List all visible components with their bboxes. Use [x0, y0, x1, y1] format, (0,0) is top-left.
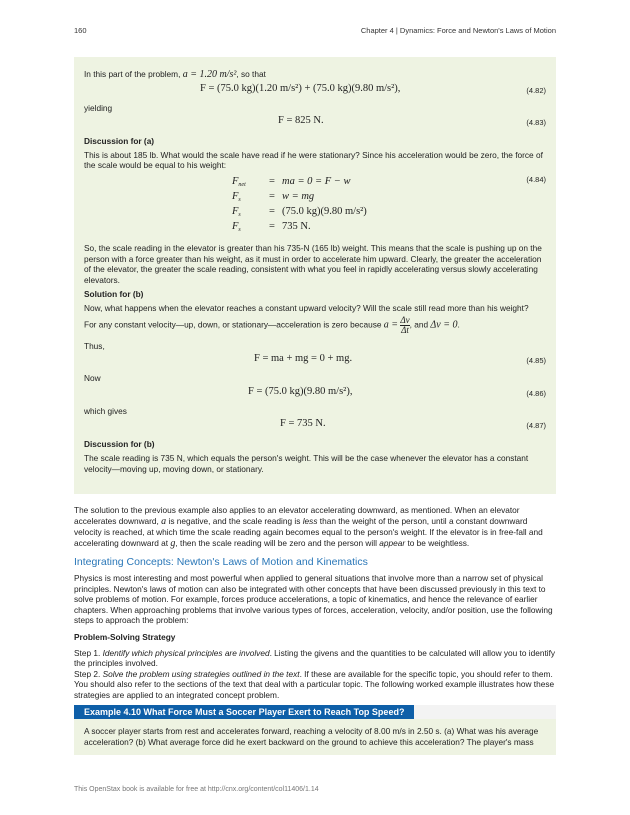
example-box: [74, 719, 556, 755]
solution-b-title: Solution for (b): [84, 289, 144, 300]
constant-velocity-line: For any constant velocity—up, down, or stationary—acceleration is zero because a = $\frac{\Delta v}{\Delta t}$, and Δv = 0.: [84, 314, 460, 335]
equation-4-87-number: (4.87): [526, 421, 546, 431]
discussion-b-title: Discussion for (b): [84, 439, 155, 450]
yielding-text: yielding: [84, 102, 113, 113]
equation-4-86-number: (4.86): [526, 388, 546, 398]
dv-dt-fraction: $\frac{\Delta v}{\Delta t}$: [400, 314, 410, 335]
equation-4-83-number: (4.83): [526, 118, 546, 128]
equation-4-87-formula: F = 735 N.: [280, 418, 326, 430]
discussion-a-title: Discussion for (a): [84, 136, 155, 147]
equation-4-82-number: (4.82): [526, 85, 546, 95]
equation-4-83-formula: F = 825 N.: [278, 115, 324, 127]
system-row: $F_s = w$ = mg: [232, 190, 315, 203]
now-text: Now: [84, 373, 101, 384]
equation-4-82-formula: F = (75.0 kg)(1.20 m/s²) + (75.0 kg)(9.80 m/s²),: [200, 82, 401, 94]
thus-text: Thus,: [84, 340, 105, 351]
step-2: Step 2. Solve the problem using strategies outlined in the text. If these are available for the specific topic, you should refer to them. You should also refer to the sections of the text that deal with a particular topic. The following worked example illustrates how these strategies are applied to an integrated concept problem.: [74, 668, 555, 700]
so-paragraph: So, the scale reading in the elevator is greater than his 735-N (165 lb) weight. This means that the scale is pushing up on the person with a force greater than his weight, as it must in order to accelerate him upward. Clearly, the greater the acceleration of the elevator, the greater the scale reading, consistent with what you feel in rapidly accelerating versus slowly accelerating elevators.: [84, 242, 542, 285]
system-row: $F_{net}$ = ma = 0 = F − w: [232, 175, 351, 188]
which-gives-text: which gives: [84, 405, 127, 416]
equation-4-83: [84, 116, 546, 132]
intro-text: In this part of the problem,: [84, 69, 181, 79]
equation-4-84-number: (4.84): [526, 174, 546, 184]
example-title: Example 4.10 What Force Must a Soccer Player Exert to Reach Top Speed?: [74, 705, 414, 719]
section-heading: Integrating Concepts: Newton's Laws of Motion and Kinematics: [74, 556, 368, 568]
equation-system-4-84: [84, 173, 546, 239]
example-header-bar: [74, 705, 556, 719]
discussion-a-text: This is about 185 lb. What would the scale have read if he were stationary? Since his acceleration would be zero, the force of the scale would be equal to his weight:: [84, 149, 543, 171]
footer-note: This OpenStax book is available for free at http://cnx.org/content/col11406/1.14: [74, 786, 319, 793]
system-row: $F_s = (75.0$ kg)(9.80 m/s²): [232, 205, 367, 218]
intro-line: [84, 69, 546, 81]
equation-4-85-formula: F = ma + mg = 0 + mg.: [254, 353, 353, 365]
example-solution-box: [74, 57, 556, 494]
equation-4-86: [84, 387, 546, 403]
equation-4-87: [84, 419, 546, 435]
step-1: Step 1. Identify which physical principles are involved. Listing the givens and the quantities to be calculated will allow you to identify the principles involved.: [74, 647, 556, 669]
system-row: $F_s = 735$ N.: [232, 220, 311, 233]
page-number: 160: [74, 26, 87, 35]
equation-4-86-formula: F = (75.0 kg)(9.80 m/s²),: [248, 385, 353, 397]
intro-math: a = 1.20 m/s²: [182, 69, 237, 80]
discussion-b-text: The scale reading is 735 N, which equals the person's weight. This will be the case whenever the elevator has a constant velocity—moving up, moving down, or stationary.: [84, 452, 529, 474]
integrating-paragraph: Physics is most interesting and most powerful when applied to general situations that involve more than a narrow set of physical principles. Newton's laws of motion can also be integrated with other concepts that have been discussed previously in this text to solve problems of motion. For example, forces produce accelerations, a topic of kinematics, and hence the relevance of earlier chapters. When approaching problems that involve various types of forces, acceleration, velocity, and/or position, use the following steps to approach the problem: Problem-Solving Strategy Step 1. Identify which physical principles are involved. Listing the givens and the quantities to be calculated will allow you to identify the principles involved. Step 2. Solve the problem using strategies outlined in the text. If these are available for the specific topic, you should refer to them. You should also refer to the sections of the text that deal with a particular topic. The following worked example illustrates how these strategies are applied to an integrated concept problem.: [74, 573, 556, 700]
strategy-title: Problem-Solving Strategy: [74, 631, 176, 642]
equation-4-85: [84, 354, 546, 370]
equation-4-82: [84, 84, 546, 100]
elevator-paragraph: The solution to the previous example also applies to an elevator accelerating downward, as mentioned. When an elevator accelerates downward, a is negative, and the scale reading is less than the weight of the person, until a constant downward velocity is reached, at which time the scale reading again becomes equal to the person's weight. If the elevator is in free-fall and accelerating downward at g, then the scale reading will be zero and the person will appear to be weightless.: [74, 505, 543, 549]
solution-b-text: Now, what happens when the elevator reaches a constant upward velocity? Will the scale still read more than his weight?: [84, 302, 529, 313]
intro-post: , so that: [236, 69, 266, 79]
chapter-header: Chapter 4 | Dynamics: Force and Newton's Laws of Motion: [360, 26, 556, 35]
example-text: A soccer player starts from rest and accelerates forward, reaching a velocity of 8.00 m/s in 2.50 s. (a) What was his average acceleration? (b) What average force did he exert backward on the ground to achieve this acceleration? The player's mass: [84, 726, 539, 747]
equation-4-85-number: (4.85): [526, 356, 546, 366]
